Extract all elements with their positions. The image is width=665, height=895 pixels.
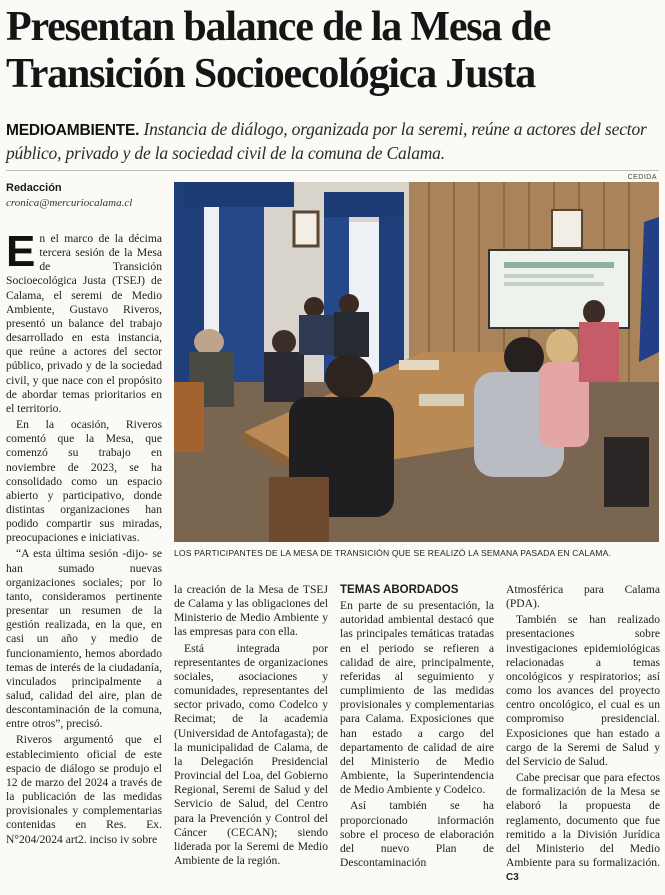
body-column-3 — [340, 583, 494, 872]
headline-line-2: Transición Socioecológica Justa — [6, 51, 536, 97]
paragraph: En parte de su presentación, la autoridad ambiental destacó que las principales temáticas tratadas en el periodo se refieren a calidad de aire, principalmente, referidas al seguimiento y cumplimiento de las medidas provisionales y complementarias para Calama. Exposiciones que han estado a cargo del departamento de calidad de aire del Ministerio de Medio Ambiente, la Superintendencia de Medio Ambiente y Codelco. — [340, 599, 494, 797]
headline-line-1: Presentan balance de la Mesa de — [6, 4, 551, 50]
paragraph: Atmosférica para Calama (PDA). — [506, 583, 660, 611]
drop-cap: E — [6, 227, 36, 276]
paragraph: Riveros argumentó que el establecimiento oficial de este espacio de diálogo se produjo el 12 de marzo del 2024 a través de la publicación de las medidas provisionales y complementarias contenidas en Res. Ex. N°204/2024 art2. inciso iv sobre — [6, 733, 162, 846]
paragraph: Así también se ha proporcionado información sobre el proceso de elaboración del nuevo Plan de Descontaminación — [340, 799, 494, 869]
photo-credit: CEDIDA — [627, 174, 657, 181]
meeting-photo — [174, 182, 659, 542]
paragraph: “A esta última sesión -dijo- se han sumado nuevas organizaciones sociales; por lo tanto, consideramos pertinente presentar un resumen de la gestión realizada, en la que, en casi un año y medio de funcionamiento, hemos abordado temas de interés de la ciudadanía, vinculados principalmente a salud, calidad del aire, plan de descontaminación de la comuna, entre otros”, precisó. — [6, 547, 162, 731]
byline: Redacción — [6, 182, 62, 194]
deck-text: Instancia de diálogo, organizada por la seremi, reúne a actores del sector público, privado y de la sociedad civil de la comuna de Calama. — [6, 119, 647, 163]
paragraph: En la ocasión, Riveros comentó que la Mesa, que comenzó su trabajo en noviembre de 2023, se ha consolidado como un espacio abierto y participativo, donde distintas organizaciones han podido compartir sus miradas, preocupaciones e iniciativas. — [6, 418, 162, 545]
body-column-4 — [506, 583, 660, 887]
paragraph: la creación de la Mesa de TSEJ de Calama y las obligaciones del Ministerio de Medio Ambiente y las empresas para con ella. — [174, 583, 328, 639]
deck — [6, 118, 661, 165]
photo-caption: LOS PARTICIPANTES DE LA MESA DE TRANSICIÓN QUE SE REALIZÓ LA SEMANA PASADA EN CALAMA. — [174, 548, 611, 558]
paragraph: Está integrada por representantes de organizaciones sociales, asociaciones y comunidades, representantes del sector privado, como Codelco y Recimat; de la academia (Universidad de Antofagasta); de la municipalidad de Calama, de la Delegación Presidencial Provincial del Loa, del Gobierno Regional, Seremi de Salud y del Servicio de Salud, del Centro para la Prevención y Control del Cáncer (CECAN); siendo liderada por la Seremi de Medio Ambiente de la región. — [174, 641, 328, 867]
paragraph: También se han realizado presentaciones sobre investigaciones epidemiológicas relacionadas a temas oncológicos y respiratorios; así como los avances del proyecto centro oncológico, el cual es un compromiso presidencial. Exposiciones que han estado a cargo de la Seremi de Salud y del Servicio de Salud. — [506, 613, 660, 768]
divider — [6, 170, 659, 171]
section-kicker: MEDIOAMBIENTE. — [6, 122, 140, 139]
meeting-photo-illustration — [174, 182, 659, 542]
body-column-2 — [174, 583, 328, 870]
paragraph — [506, 771, 660, 885]
headline — [6, 4, 661, 98]
closing-text: Cabe precisar que para efectos de formalización de la Mesa se elaboró la propuesta de reglamento, documento que fue remitido a la División Jurídica del Ministerio del Medio Ambiente para su formalización. — [506, 771, 660, 869]
body-column-1 — [6, 227, 162, 849]
subheading: TEMAS ABORDADOS — [340, 584, 459, 596]
end-mark: C3 — [506, 872, 519, 884]
author-email: cronica@mercuriocalama.cl — [6, 197, 133, 209]
paragraph: n el marco de la décima tercera sesión de la Mesa de Transición Socioecológica Justa (TSEJ) de Calama, el seremi de Medio Ambiente, Gustavo Riveros, presentó un balance del trabajo desarrollado en esta instancia, que reúne a actores del sector público, privado y de la sociedad civil, y que nace con el propósito de abordar temas prioritarios en el territorio. — [6, 232, 162, 415]
